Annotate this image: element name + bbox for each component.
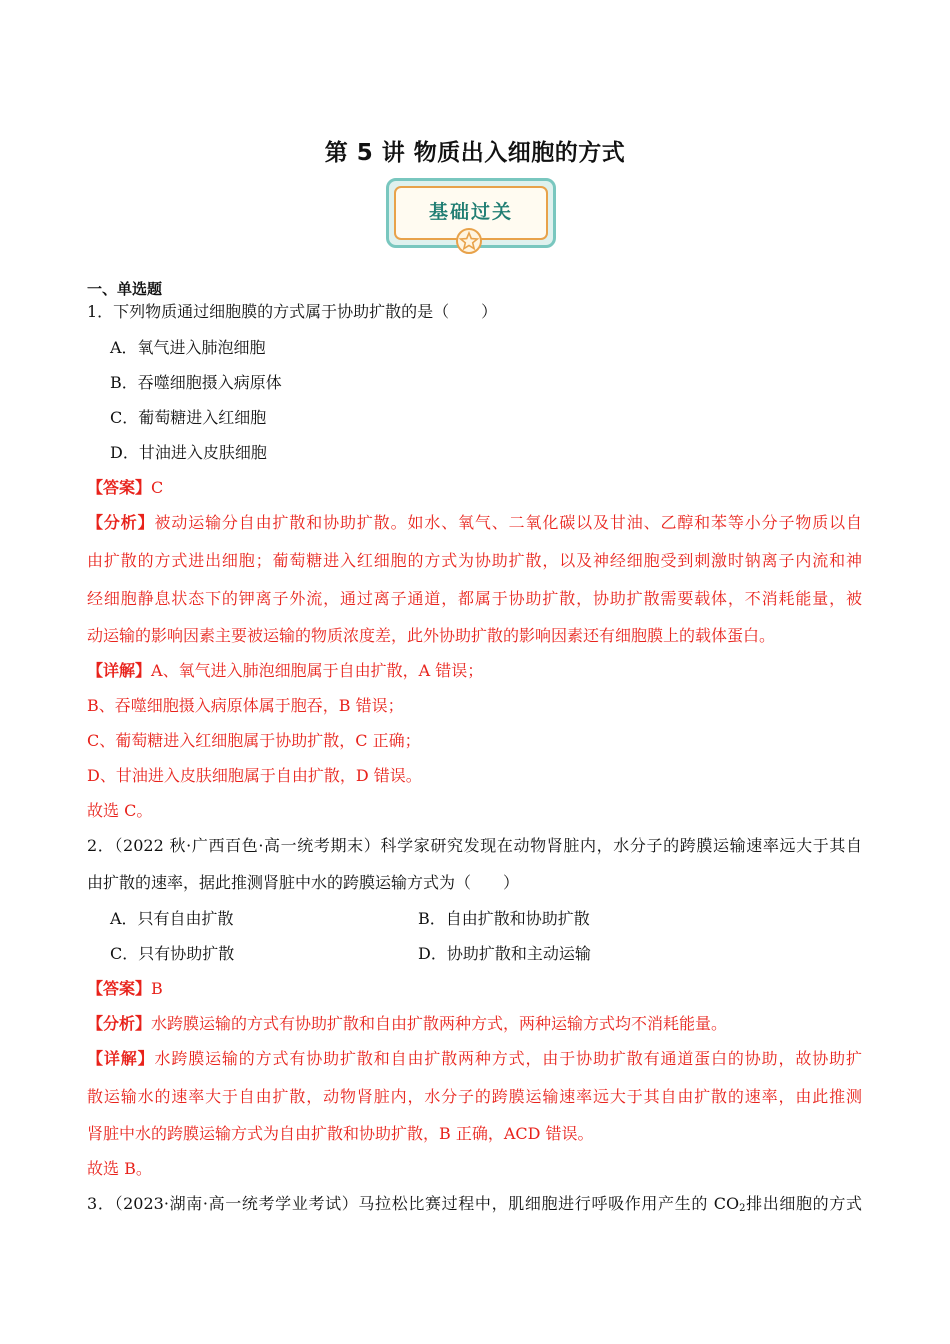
q2-option-b: B．自由扩散和协助扩散 [418, 909, 590, 928]
q1-analysis-line-1 [87, 513, 862, 533]
q1-option-d: D．甘油进入皮肤细胞 [110, 443, 267, 462]
q2-detail-line-2: 散运输水的速率大于自由扩散，动物肾脏内，水分子的跨膜运输速率远大于其自由扩散的速率，由此推测 [87, 1087, 862, 1106]
q1-option-b: B．吞噬细胞摄入病原体 [110, 373, 282, 392]
analysis-tag: 【分析】 [87, 513, 155, 532]
q1-conclusion: 故选 C。 [87, 801, 153, 820]
answer-value: C [151, 478, 164, 497]
detail-tag: 【详解】 [87, 1049, 155, 1068]
q1-detail-line-3: C、葡萄糖进入红细胞属于协助扩散，C 正确； [87, 731, 421, 750]
analysis-tag: 【分析】 [87, 1014, 152, 1033]
section-heading: 一、单选题 [87, 280, 163, 298]
q3-stem-text: 3．（2023·湖南·高一统考学业考试）马拉松比赛过程中，肌细胞进行呼吸作用产生的 CO [87, 1194, 740, 1213]
q1-option-a: A．氧气进入肺泡细胞 [110, 338, 266, 357]
co2-subscript: 2 [739, 1203, 746, 1214]
detail-tag: 【详解】 [87, 661, 152, 680]
q1-detail-line-2: B、吞噬细胞摄入病原体属于胞吞，B 错误； [87, 696, 404, 715]
detail-text: A、氧气进入肺泡细胞属于自由扩散，A 错误； [151, 661, 484, 680]
detail-text: 水跨膜运输的方式有协助扩散和自由扩散两种方式，由于协助扩散有通道蛋白的协助，故协助扩 [154, 1049, 862, 1068]
q2-detail-line-1 [87, 1049, 862, 1069]
analysis-text: 水跨膜运输的方式有协助扩散和自由扩散两种方式，两种运输方式均不消耗能量。 [151, 1014, 728, 1033]
q1-answer [87, 478, 163, 498]
q2-option-a: A．只有自由扩散 [110, 909, 234, 928]
section-badge [386, 178, 552, 254]
q2-conclusion: 故选 B。 [87, 1159, 152, 1178]
q2-option-c: C．只有协助扩散 [110, 944, 235, 963]
answer-tag: 【答案】 [87, 478, 152, 497]
q1-stem: 1．下列物质通过细胞膜的方式属于协助扩散的是（ ） [87, 302, 498, 321]
q2-answer [87, 979, 163, 999]
q2-stem-line-1: 2．（2022 秋·广西百色·高一统考期末）科学家研究发现在动物肾脏内，水分子的跨膜运输速率远大于其自 [87, 836, 862, 855]
star-icon [454, 228, 484, 254]
q3-stem-line-1 [87, 1194, 862, 1219]
q2-analysis-line-1 [87, 1014, 727, 1034]
answer-value: B [151, 979, 163, 998]
q3-stem-text-end: 排出细胞的方式 [745, 1194, 862, 1213]
page-title: 第 5 讲 物质出入细胞的方式 [324, 140, 626, 166]
q1-detail-line-4: D、甘油进入皮肤细胞属于自由扩散，D 错误。 [87, 766, 422, 785]
q2-detail-line-3: 肾脏中水的跨膜运输方式为自由扩散和协助扩散，B 正确，ACD 错误。 [87, 1124, 594, 1143]
answer-tag: 【答案】 [87, 979, 152, 998]
q1-detail-line-1 [87, 661, 483, 681]
analysis-text: 被动运输分自由扩散和协助扩散。如水、氧气、二氧化碳以及甘油、乙醇和苯等小分子物质以自 [154, 513, 862, 532]
q1-analysis-line-4: 动运输的影响因素主要被运输的物质浓度差，此外协助扩散的影响因素还有细胞膜上的载体蛋白。 [87, 626, 776, 645]
q1-analysis-line-3: 经细胞静息状态下的钾离子外流，通过离子通道，都属于协助扩散，协助扩散需要载体，不消耗能量，被 [87, 589, 862, 608]
q2-option-d: D．协助扩散和主动运输 [418, 944, 591, 963]
q1-analysis-line-2: 由扩散的方式进出细胞；葡萄糖进入红细胞的方式为协助扩散，以及神经细胞受到刺激时钠离子内流和神 [87, 551, 862, 570]
q1-option-c: C．葡萄糖进入红细胞 [110, 408, 267, 427]
badge-label: 基础过关 [428, 200, 513, 223]
q2-stem-line-2: 由扩散的速率，据此推测肾脏中水的跨膜运输方式为（ ） [87, 873, 520, 892]
